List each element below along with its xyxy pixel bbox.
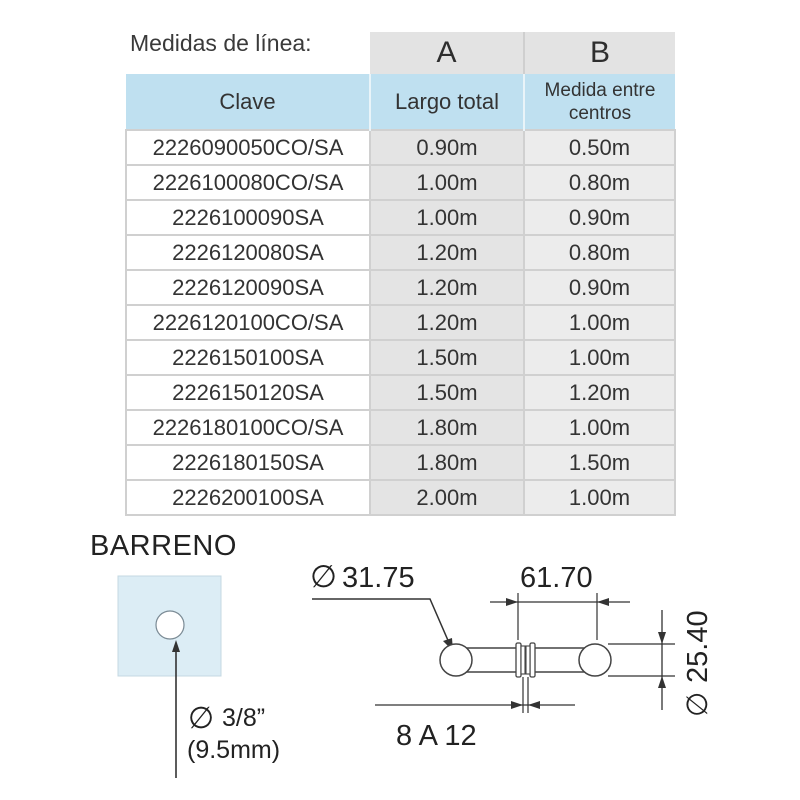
table-row (126, 165, 675, 200)
drill-diameter-symbol: ∅ (188, 702, 215, 735)
cell-clave: 2226150120SA (126, 375, 370, 410)
right-knob (579, 644, 611, 676)
cell-medida-centros: 1.00m (524, 480, 675, 515)
cell-largo-total: 1.20m (370, 235, 524, 270)
left-washer-inner (521, 646, 525, 674)
cell-clave: 2226090050CO/SA (126, 130, 370, 165)
table-row (126, 235, 675, 270)
blank-header-cell (126, 32, 370, 74)
table-row (126, 445, 675, 480)
cell-largo-total: 1.50m (370, 375, 524, 410)
tube-bottom-arrowhead (658, 676, 666, 688)
glass-left-arrowhead (511, 701, 523, 709)
header-medida-entre-centros (524, 74, 675, 130)
cell-medida-centros: 0.90m (524, 270, 675, 305)
cell-clave: 2226100080CO/SA (126, 165, 370, 200)
drill-hole-circle (156, 611, 184, 639)
table-body (126, 130, 675, 515)
cell-clave: 2226120090SA (126, 270, 370, 305)
right-washer-inner (526, 646, 530, 674)
cell-medida-centros: 1.00m (524, 410, 675, 445)
header-largo-total: Largo total (370, 74, 524, 130)
table-row (126, 340, 675, 375)
cell-medida-centros: 1.00m (524, 340, 675, 375)
glass-thickness-value: 8 A 12 (396, 720, 477, 752)
column-header-row (126, 74, 675, 130)
tube-diameter-symbol: ∅ (682, 691, 714, 717)
cell-clave: 2226150100SA (126, 340, 370, 375)
cell-medida-centros: 0.90m (524, 200, 675, 235)
table-row (126, 305, 675, 340)
table-row (126, 270, 675, 305)
cell-medida-centros: 1.20m (524, 375, 675, 410)
cell-clave: 2226120080SA (126, 235, 370, 270)
cell-clave: 2226180150SA (126, 445, 370, 480)
cell-largo-total: 2.00m (370, 480, 524, 515)
table-row (126, 480, 675, 515)
table-title: Medidas de línea: (130, 30, 312, 56)
right-washer (530, 643, 535, 677)
cell-largo-total: 1.80m (370, 410, 524, 445)
cell-medida-centros: 1.50m (524, 445, 675, 480)
drill-diameter-inch: 3/8” (222, 704, 266, 732)
cell-medida-centros: 0.80m (524, 165, 675, 200)
tube-top-arrowhead (658, 632, 666, 644)
glass-right-arrowhead (528, 701, 540, 709)
cell-largo-total: 1.50m (370, 340, 524, 375)
knob-diameter-symbol: ∅ (310, 559, 338, 594)
cell-medida-centros: 0.80m (524, 235, 675, 270)
header-b-line1: Medida entre (544, 79, 656, 101)
cell-clave: 2226200100SA (126, 480, 370, 515)
table-row (126, 200, 675, 235)
measurements-table (125, 32, 676, 516)
left-knob (440, 644, 472, 676)
center-right-arrowhead (597, 598, 609, 606)
tube-diameter-value: 25.40 (682, 610, 714, 683)
table-row (126, 410, 675, 445)
header-clave: Clave (126, 74, 370, 130)
table-row (126, 130, 675, 165)
center-distance-value: 61.70 (520, 562, 593, 594)
column-letter-b: B (524, 32, 675, 74)
table-row (126, 375, 675, 410)
left-washer (516, 643, 521, 677)
barreno-title: BARRENO (90, 530, 237, 562)
cell-largo-total: 1.20m (370, 270, 524, 305)
cell-largo-total: 0.90m (370, 130, 524, 165)
cell-clave: 2226120100CO/SA (126, 305, 370, 340)
knob-dimension-diagram (290, 555, 730, 755)
cell-largo-total: 1.80m (370, 445, 524, 480)
cell-clave: 2226100090SA (126, 200, 370, 235)
knob-leader-line (312, 599, 450, 645)
cell-medida-centros: 0.50m (524, 130, 675, 165)
header-b-line2: centros (568, 102, 632, 124)
drill-hole-diagram (0, 560, 290, 800)
knob-diameter-value: 31.75 (342, 562, 415, 594)
drill-diameter-mm: (9.5mm) (187, 736, 281, 764)
column-letter-a: A (370, 32, 524, 74)
tube-diameter-label (682, 610, 714, 717)
cell-medida-centros: 1.00m (524, 305, 675, 340)
cell-largo-total: 1.20m (370, 305, 524, 340)
cell-clave: 2226180100CO/SA (126, 410, 370, 445)
column-letter-row (126, 32, 675, 74)
cell-largo-total: 1.00m (370, 165, 524, 200)
cell-largo-total: 1.00m (370, 200, 524, 235)
center-left-arrowhead (506, 598, 518, 606)
